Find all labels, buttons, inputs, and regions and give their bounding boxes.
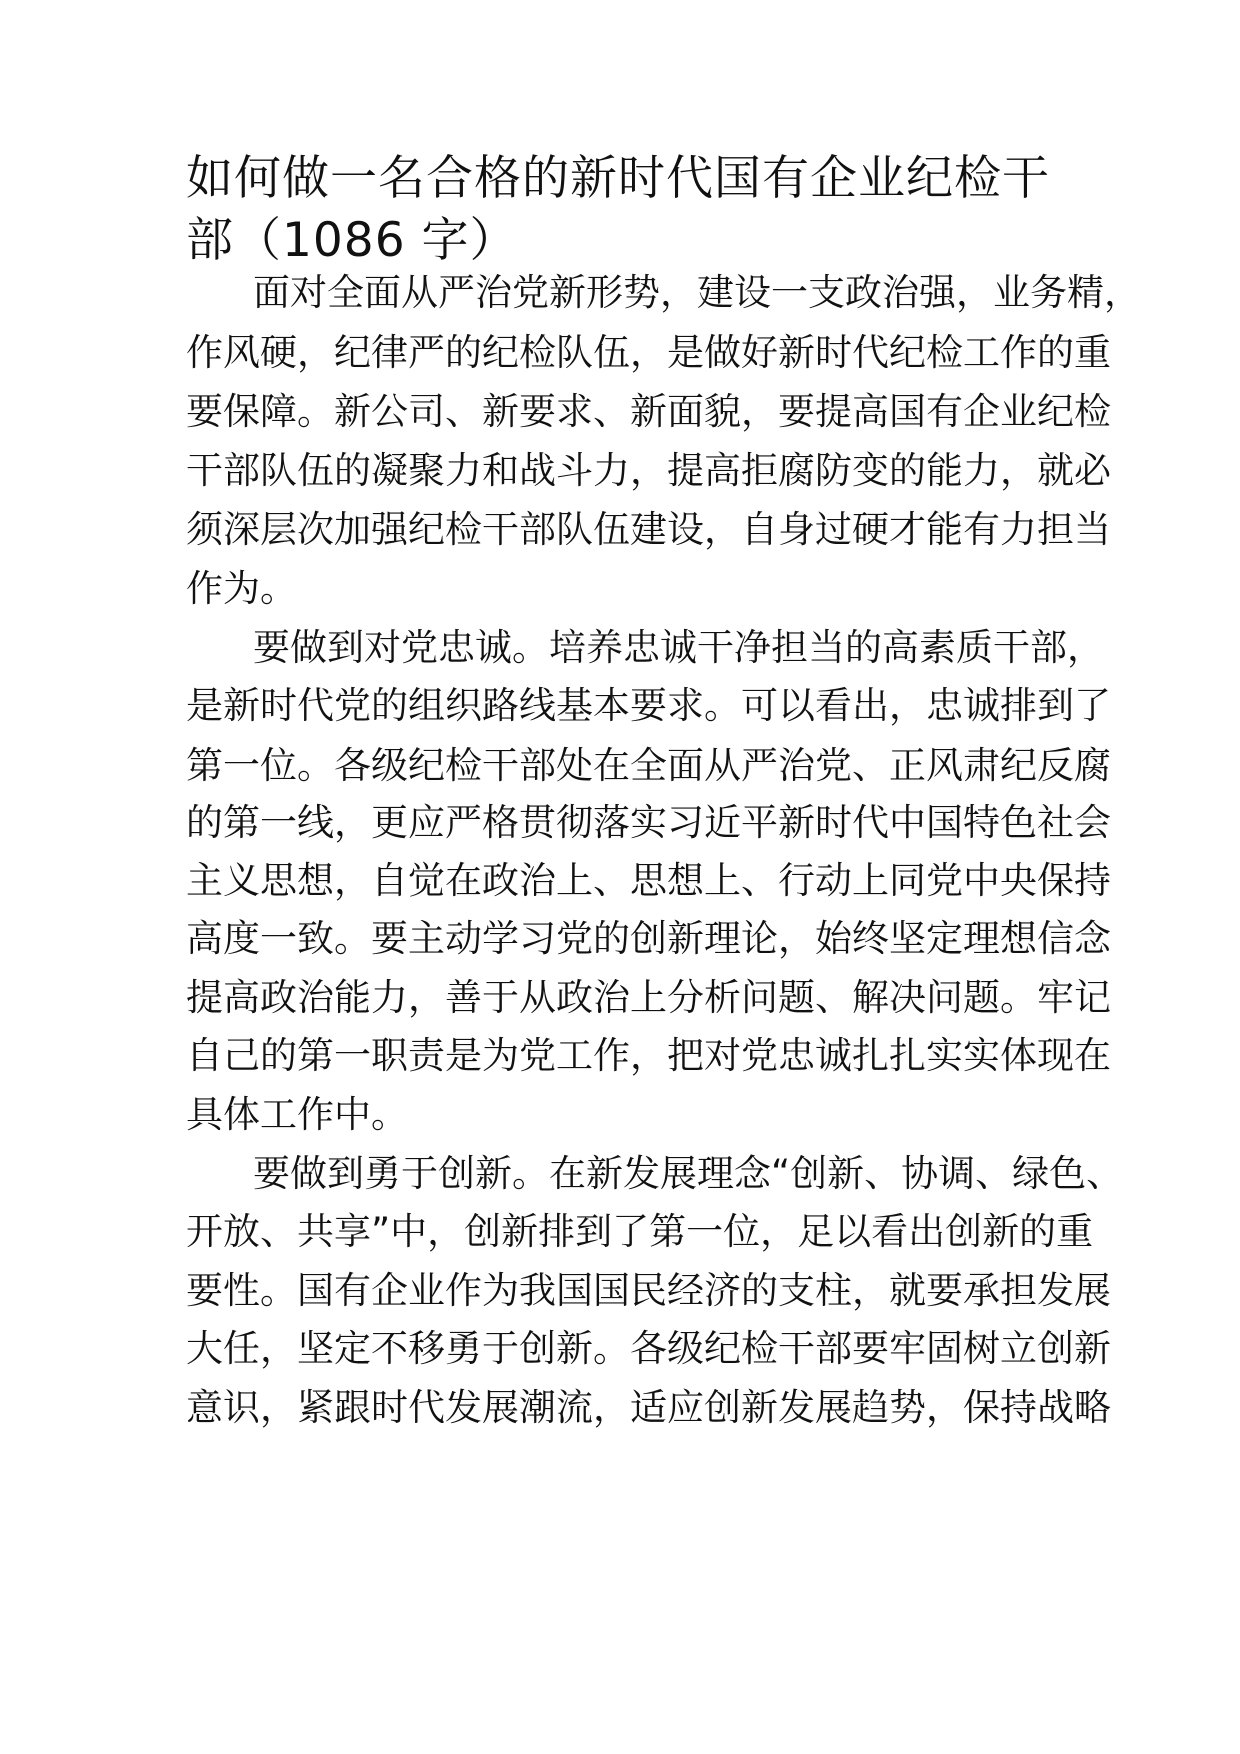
body-line: 须深层次加强纪检干部队伍建设，自身过硬才能有力担当 xyxy=(186,508,1111,551)
body-line: 意识，紧跟时代发展潮流，适应创新发展趋势，保持战略 xyxy=(186,1386,1111,1429)
body-line: 干部队伍的凝聚力和战斗力，提高拒腐防变的能力，就必 xyxy=(186,449,1111,492)
body-line: 提高政治能力，善于从政治上分析问题、解决问题。牢记 xyxy=(186,976,1111,1019)
document-title-line-1: 如何做一名合格的新时代国有企业纪检干 xyxy=(186,151,1050,206)
body-line: 作风硬，纪律严的纪检队伍，是做好新时代纪检工作的重 xyxy=(186,331,1111,374)
body-line: 具体工作中。 xyxy=(186,1093,408,1136)
body-line: 主义思想，自觉在政治上、思想上、行动上同党中央保持 xyxy=(186,859,1111,902)
body-line: 作为。 xyxy=(186,567,297,610)
body-line: 第一位。各级纪检干部处在全面从严治党、正风肃纪反腐 xyxy=(186,744,1111,787)
body-line: 是新时代党的组织路线基本要求。可以看出，忠诚排到了 xyxy=(186,684,1111,727)
body-line: 大任，坚定不移勇于创新。各级纪检干部要牢固树立创新 xyxy=(186,1327,1111,1370)
body-line: 开放、共享”中，创新排到了第一位，足以看出创新的重 xyxy=(186,1210,1094,1253)
body-line: 要性。国有企业作为我国国民经济的支柱，就要承担发展 xyxy=(186,1269,1111,1312)
body-line: 要做到对党忠诚。培养忠诚干净担当的高素质干部， xyxy=(253,626,1104,669)
body-line: 高度一致。要主动学习党的创新理论，始终坚定理想信念 xyxy=(186,917,1111,960)
body-line: 要做到勇于创新。在新发展理念“创新、协调、绿色、 xyxy=(253,1152,1124,1195)
body-line: 要保障。新公司、新要求、新面貌，要提高国有企业纪检 xyxy=(186,390,1111,433)
body-line: 面对全面从严治党新形势，建设一支政治强，业务精， xyxy=(253,271,1141,314)
document-title-line-2: 部（1086 字） xyxy=(186,213,518,268)
body-line: 的第一线，更应严格贯彻落实习近平新时代中国特色社会 xyxy=(186,801,1111,844)
body-line: 自己的第一职责是为党工作，把对党忠诚扎扎实实体现在 xyxy=(186,1034,1111,1077)
